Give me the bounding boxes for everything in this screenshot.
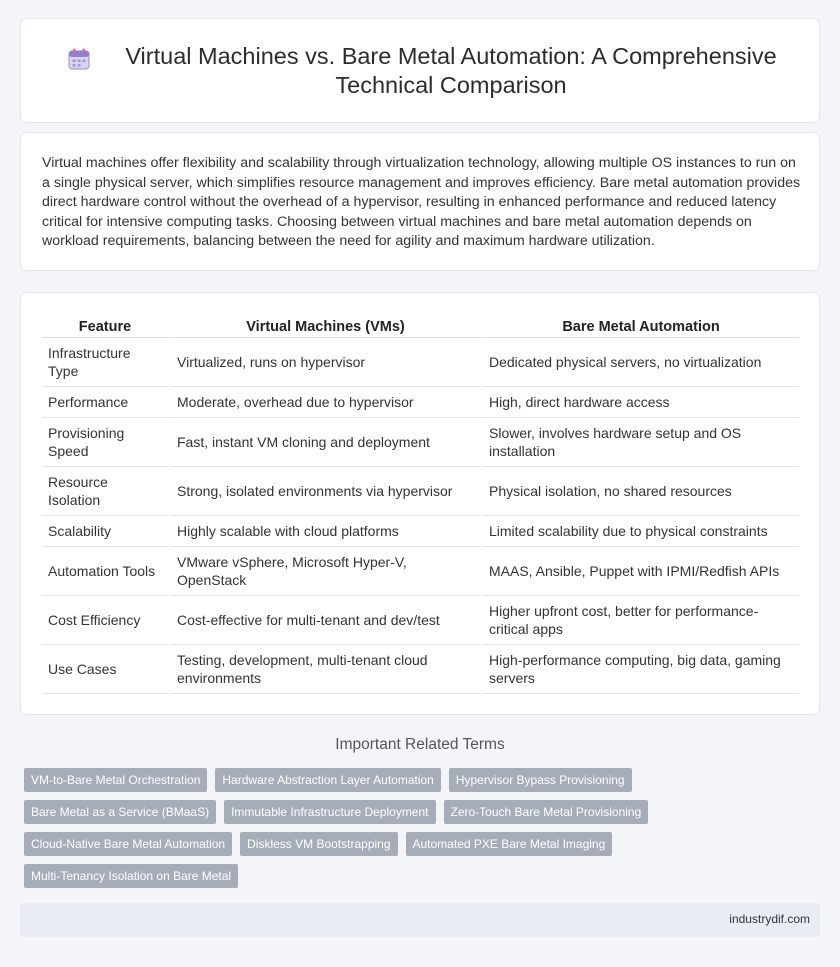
bare-metal-cell: Slower, involves hardware setup and OS installation [480, 418, 799, 467]
title-card [20, 18, 820, 123]
feature-cell: Infrastructure Type [42, 338, 168, 387]
feature-cell: Provisioning Speed [42, 418, 168, 467]
related-term-tag[interactable]: VM-to-Bare Metal Orchestration [24, 768, 207, 792]
feature-cell: Performance [42, 387, 168, 418]
header-virtual-machines: Virtual Machines (VMs) [168, 316, 480, 338]
header-bare-metal: Bare Metal Automation [480, 316, 799, 338]
vm-cell: Cost-effective for multi-tenant and dev/test [168, 596, 480, 645]
related-term-tag[interactable]: Immutable Infrastructure Deployment [224, 800, 435, 824]
table-row [42, 547, 799, 596]
footer-site-link[interactable]: industrydif.com [729, 912, 810, 926]
bare-metal-cell: High, direct hardware access [480, 387, 799, 418]
related-term-tag[interactable]: Cloud-Native Bare Metal Automation [24, 832, 232, 856]
related-terms-title: Important Related Terms [335, 736, 505, 753]
bare-metal-cell: Higher upfront cost, better for performance-critical apps [480, 596, 799, 645]
comparison-table-card [20, 292, 820, 715]
page-title: Virtual Machines vs. Bare Metal Automation: A Comprehensive Technical Comparison [125, 42, 777, 98]
table-header-row [42, 316, 799, 338]
feature-cell: Resource Isolation [42, 467, 168, 516]
footer [20, 903, 820, 937]
table-row [42, 467, 799, 516]
intro-paragraph: Virtual machines offer flexibility and scalability through virtualization technology, allowing multiple OS instances to run on a single physical server, which simplifies resource management and improves efficiency. Bare metal automation provides direct hardware control without the overhead of a hypervisor, resulting in enhanced performance and reduced latency critical for intensive computing tasks. Choosing between virtual machines and bare metal automation depends on workload requirements, balancing between the need for agility and maximum hardware utilization. [42, 155, 801, 249]
related-term-tag[interactable]: Diskless VM Bootstrapping [240, 832, 397, 856]
related-term-tag[interactable]: Bare Metal as a Service (BMaaS) [24, 800, 216, 824]
bare-metal-cell: Physical isolation, no shared resources [480, 467, 799, 516]
feature-cell: Use Cases [42, 645, 168, 694]
related-term-tag[interactable]: Multi-Tenancy Isolation on Bare Metal [24, 864, 238, 888]
header-feature: Feature [42, 316, 168, 338]
bare-metal-cell: Dedicated physical servers, no virtualization [480, 338, 799, 387]
table-row [42, 338, 799, 387]
vm-cell: Strong, isolated environments via hypervisor [168, 467, 480, 516]
related-term-tag[interactable]: Hardware Abstraction Layer Automation [215, 768, 440, 792]
bare-metal-cell: Limited scalability due to physical constraints [480, 516, 799, 547]
related-term-tag[interactable]: Hypervisor Bypass Provisioning [449, 768, 632, 792]
vm-cell: Fast, instant VM cloning and deployment [168, 418, 480, 467]
table-row [42, 596, 799, 645]
feature-cell: Cost Efficiency [42, 596, 168, 645]
intro-card [20, 132, 820, 271]
feature-cell: Automation Tools [42, 547, 168, 596]
table-row [42, 418, 799, 467]
comparison-table [42, 316, 799, 694]
feature-cell: Scalability [42, 516, 168, 547]
vm-cell: Moderate, overhead due to hypervisor [168, 387, 480, 418]
related-term-tag[interactable]: Automated PXE Bare Metal Imaging [406, 832, 613, 856]
related-terms-list [24, 768, 824, 896]
related-term-tag[interactable]: Zero-Touch Bare Metal Provisioning [444, 800, 649, 824]
table-row [42, 645, 799, 694]
table-row [42, 516, 799, 547]
vm-cell: Testing, development, multi-tenant cloud environments [168, 645, 480, 694]
vm-cell: VMware vSphere, Microsoft Hyper-V, OpenStack [168, 547, 480, 596]
vm-cell: Virtualized, runs on hypervisor [168, 338, 480, 387]
bare-metal-cell: MAAS, Ansible, Puppet with IPMI/Redfish APIs [480, 547, 799, 596]
vm-cell: Highly scalable with cloud platforms [168, 516, 480, 547]
bare-metal-cell: High-performance computing, big data, gaming servers [480, 645, 799, 694]
table-row [42, 387, 799, 418]
